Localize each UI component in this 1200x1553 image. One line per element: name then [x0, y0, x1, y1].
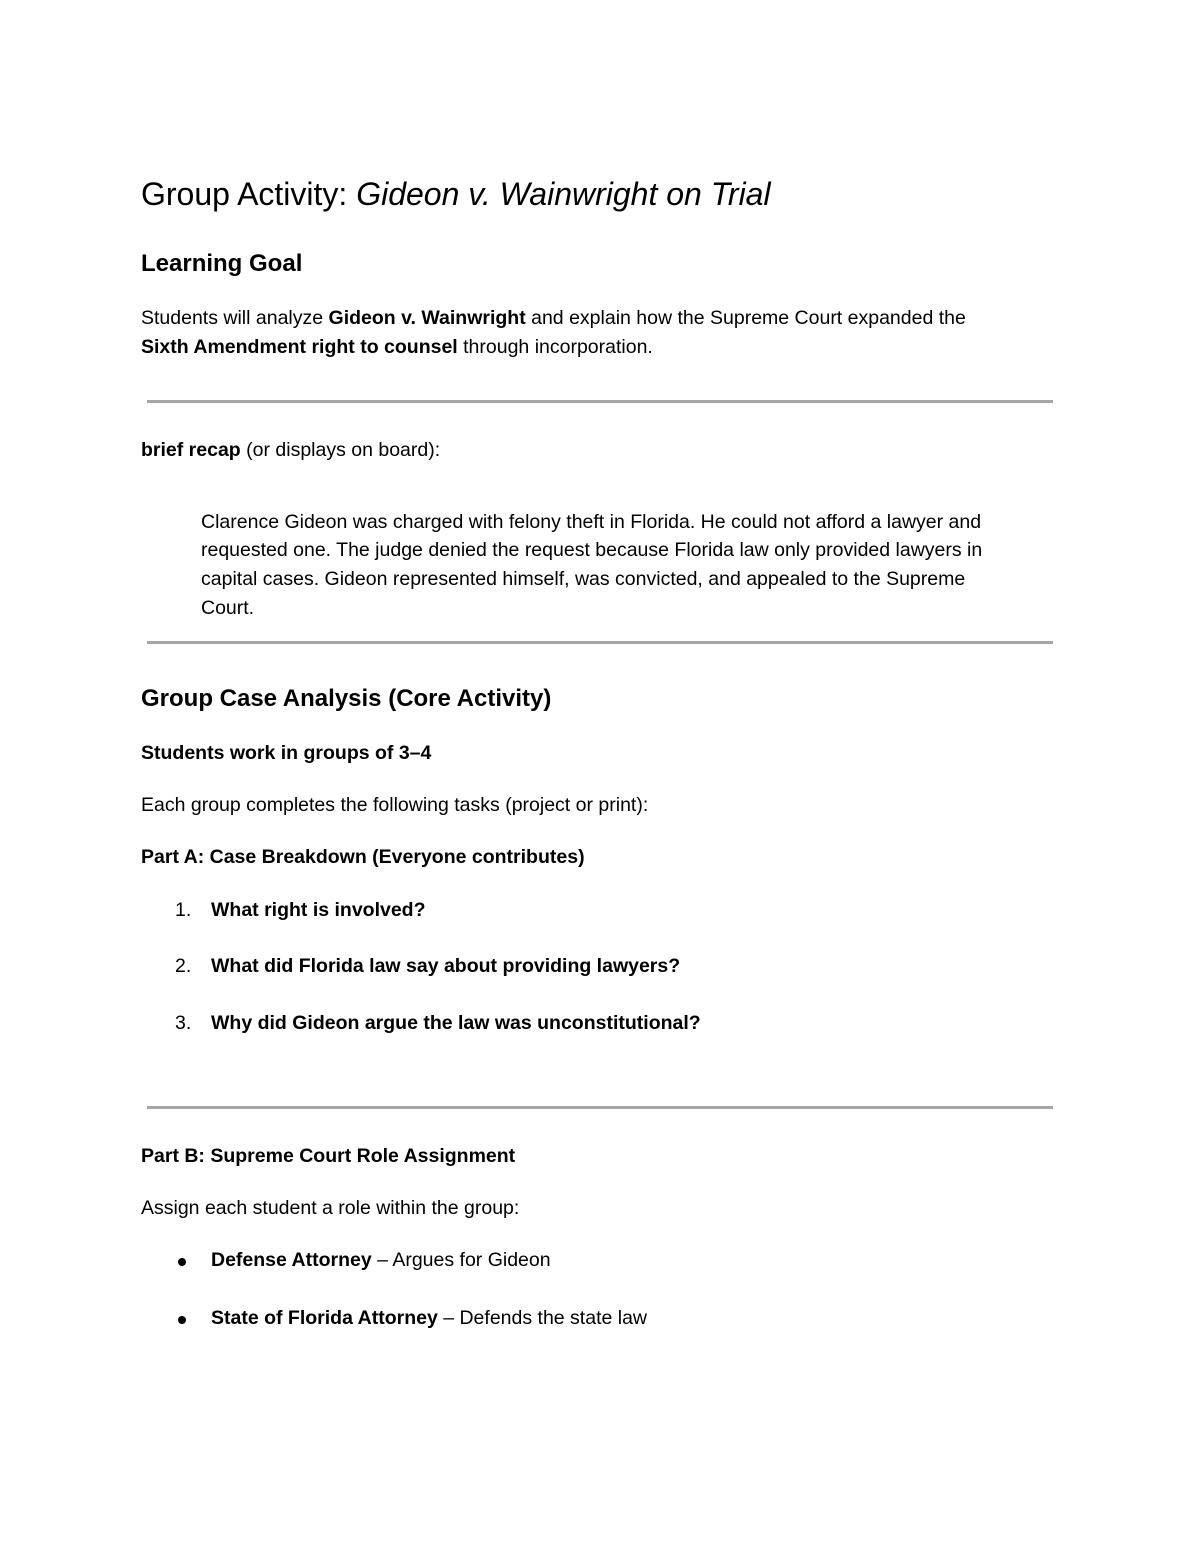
section-divider: [147, 641, 1053, 644]
recap-text: Clarence Gideon was charged with felony theft in Florida. He could not afford a lawyer and requested one. The judge denied the request because Florida law only provided lawyers in capital cases. Gideon represented himself, was convicted, and appealed to the Supreme Court.: [201, 510, 983, 619]
role-name: Defense Attorney: [211, 1249, 372, 1271]
question-text: Why did Gideon argue the law was unconstitutional?: [211, 1012, 701, 1034]
page-title: [141, 176, 771, 213]
section-divider: [147, 1106, 1053, 1109]
part-b-instructions: Assign each student a role within the group:: [141, 1197, 520, 1219]
part-b-heading: Part B: Supreme Court Role Assignment: [141, 1145, 516, 1167]
learning-goal-line-2: [141, 336, 653, 359]
role-entry: [211, 1249, 551, 1272]
role-description: – Defends the state law: [437, 1307, 648, 1329]
learning-goal-heading: Learning Goal: [141, 250, 303, 277]
question-text: What right is involved?: [211, 899, 426, 921]
section-divider: [147, 400, 1053, 403]
learning-goal-case: Gideon v. Wainwright: [328, 307, 526, 329]
part-a-heading: Part A: Case Breakdown (Everyone contributes): [141, 846, 585, 868]
recap-label: [141, 439, 440, 462]
role-description: – Argues for Gideon: [371, 1249, 551, 1271]
learning-goal-line-1: [141, 307, 966, 330]
learning-goal-text: Students will analyze: [141, 307, 329, 329]
role-entry: [211, 1307, 647, 1330]
learning-goal-text: through incorporation.: [457, 336, 653, 358]
recap-label-bold: brief recap: [141, 439, 241, 461]
learning-goal-right: Sixth Amendment right to counsel: [141, 336, 458, 358]
title-prefix: Group Activity:: [141, 176, 357, 212]
bullet-icon: [178, 1258, 186, 1266]
learning-goal-text: and explain how the Supreme Court expanded the: [525, 307, 966, 329]
role-name: State of Florida Attorney: [211, 1307, 438, 1329]
core-activity-instructions: Each group completes the following tasks (project or print):: [141, 794, 649, 816]
bullet-icon: [178, 1316, 186, 1324]
core-activity-heading: Group Case Analysis (Core Activity): [141, 685, 552, 712]
question-number: 2.: [175, 955, 192, 977]
question-number: 3.: [175, 1012, 192, 1034]
title-case-name: Gideon v. Wainwright on Trial: [356, 176, 771, 212]
recap-label-rest: (or displays on board):: [240, 439, 441, 461]
question-number: 1.: [175, 899, 192, 921]
question-text: What did Florida law say about providing lawyers?: [211, 955, 681, 977]
group-size-note: Students work in groups of 3–4: [141, 742, 432, 764]
